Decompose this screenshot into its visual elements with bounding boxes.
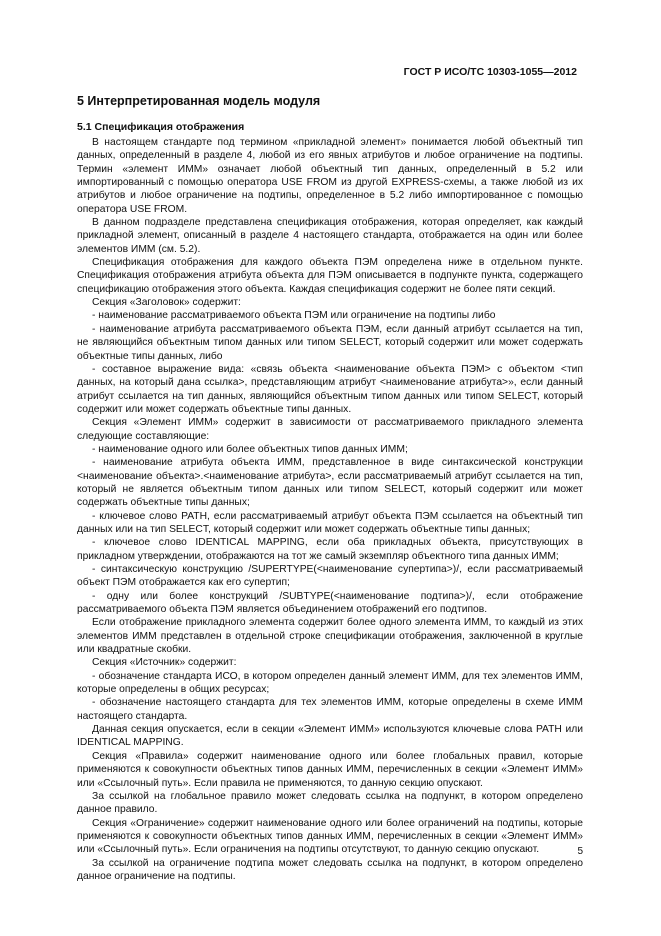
list-item: - ключевое слово IDENTICAL MAPPING, если оба прикладных объекта, присутствующих в прикладном утверждении, отображаются на тот же самый экземпляр объектного типа данных ИММ; — [77, 537, 583, 562]
subsection-title: 5.1 Спецификация отображения — [77, 121, 245, 133]
paragraph: Секция «Источник» содержит: — [92, 657, 237, 669]
list-item: - обозначение настоящего стандарта для тех элементов ИММ, которые определены в схеме ИММ настоящего стандарта. — [77, 697, 583, 722]
paragraph: Если отображение прикладного элемента содержит более одного элемента ИММ, то каждый из этих элементов ИММ представлен в отдельной строке спецификации отображения, заключенной в круглые или квадратные скобки. — [77, 617, 583, 656]
paragraph: За ссылкой на ограничение подтипа может следовать ссылка на подпункт, в котором определено данное ограничение на подтипы. — [77, 857, 583, 882]
list-item: - ключевое слово PATH, если рассматриваемый атрибут объекта ПЭМ ссылается на объектный тип данных или на тип SELECT, который содержит или может содержать объектные типы данных; — [77, 510, 583, 535]
paragraph: Данная секция опускается, если в секции «Элемент ИММ» используются ключевые слова PATH или IDENTICAL MAPPING. — [77, 724, 583, 749]
list-item: - составное выражение вида: «связь объекта <наименование объекта ПЭМ> с объектом <тип данных, на который дана ссылка>, представляющим атрибут <наименование атрибута>», если данный атрибут ссылается на тип данных, являющийся объектным типом данных или типом SELECT, который содержит или может содержать объектные типы данных. — [77, 363, 583, 415]
standard-header: ГОСТ Р ИСО/ТС 10303-1055—2012 — [403, 66, 577, 78]
body-text — [77, 136, 583, 883]
paragraph: Секция «Ограничение» содержит наименование одного или более ограничений на подтипы, которые применяются к совокупности объектных типов данных ИММ, перечисленных в секции «Элемент ИММ» или «Ссылочный путь». Если ограничения на подтипы отсутствуют, то данную секцию опускают. — [77, 817, 583, 856]
paragraph: Секция «Заголовок» содержит: — [92, 297, 241, 309]
paragraph: В данном подразделе представлена спецификация отображения, которая определяет, как каждый прикладной элемент, описанный в разделе 4 настоящего стандарта, отображается на один или более элементов ИММ (см. 5.2). — [77, 217, 583, 255]
list-item: - наименование одного или более объектных типов данных ИММ; — [92, 443, 408, 455]
paragraph: В настоящем стандарте под термином «прикладной элемент» понимается любой объектный тип данных, определенный в разделе 4, любой из его явных атрибутов и любое ограничение на подтипы. Термин «элемент ИММ» означает любой объектный тип данных, определенный в 5.2 или импортированный с помощью оператора USE FROM из другой EXPRESS-схемы, а также любой из их атрибутов и любое ограничение на подтипы, определенное в 5.2 либо импортированное с помощью оператора USE FROM. — [77, 137, 583, 215]
section-title: 5 Интерпретированная модель модуля — [77, 94, 321, 108]
list-item: - наименование рассматриваемого объекта ПЭМ или ограничение на подтипы либо — [92, 310, 496, 322]
list-item: - наименование атрибута рассматриваемого объекта ПЭМ, если данный атрибут ссылается на тип, не являющийся объектным типом данных или типом SELECT, который содержит или может содержать объектные типы данных, либо — [77, 323, 583, 362]
list-item: - синтаксическую конструкцию /SUPERTYPE(<наименование супертипа>)/, если рассматриваемый объект ПЭМ отображается как его супертип; — [77, 564, 583, 589]
list-item: - одну или более конструкций /SUBTYPE(<наименование подтипа>)/, если отображение рассматриваемого объекта ПЭМ является объединением отображений его подтипов. — [77, 590, 583, 616]
paragraph: Спецификация отображения для каждого объекта ПЭМ определена ниже в отдельном пункте. Спецификация отображения атрибута объекта для ПЭМ описывается в подпункте пункта, содержащего спецификацию отображения этого объекта. Каждая спецификация содержит не более пяти секций. — [77, 257, 583, 295]
paragraph: Секция «Правила» содержит наименование одного или более глобальных правил, которые применяются к совокупности объектных типов данных ИММ, перечисленных в секции «Элемент ИММ» или «Ссылочный путь». Если правила не применяются, то данную секцию опускают. — [77, 750, 583, 789]
paragraph: Секция «Элемент ИММ» содержит в зависимости от рассматриваемого прикладного элемента следующие составляющие: — [77, 417, 583, 442]
page-number: 5 — [577, 846, 583, 857]
paragraph: За ссылкой на глобальное правило может следовать ссылка на подпункт, в котором определено данное правило. — [77, 790, 583, 816]
list-item: - обозначение стандарта ИСО, в котором определен данный элемент ИММ, для тех элементов ИММ, которые определены в общих ресурсах; — [77, 670, 583, 696]
list-item: - наименование атрибута объекта ИММ, представленное в виде синтаксической конструкции <наименование объекта>.<наименование атрибута>, если рассматриваемый атрибут ссылается на тип, который не является объектным типом данных или типом SELECT, который содержит или может содержать объектные типы данных; — [77, 457, 583, 509]
